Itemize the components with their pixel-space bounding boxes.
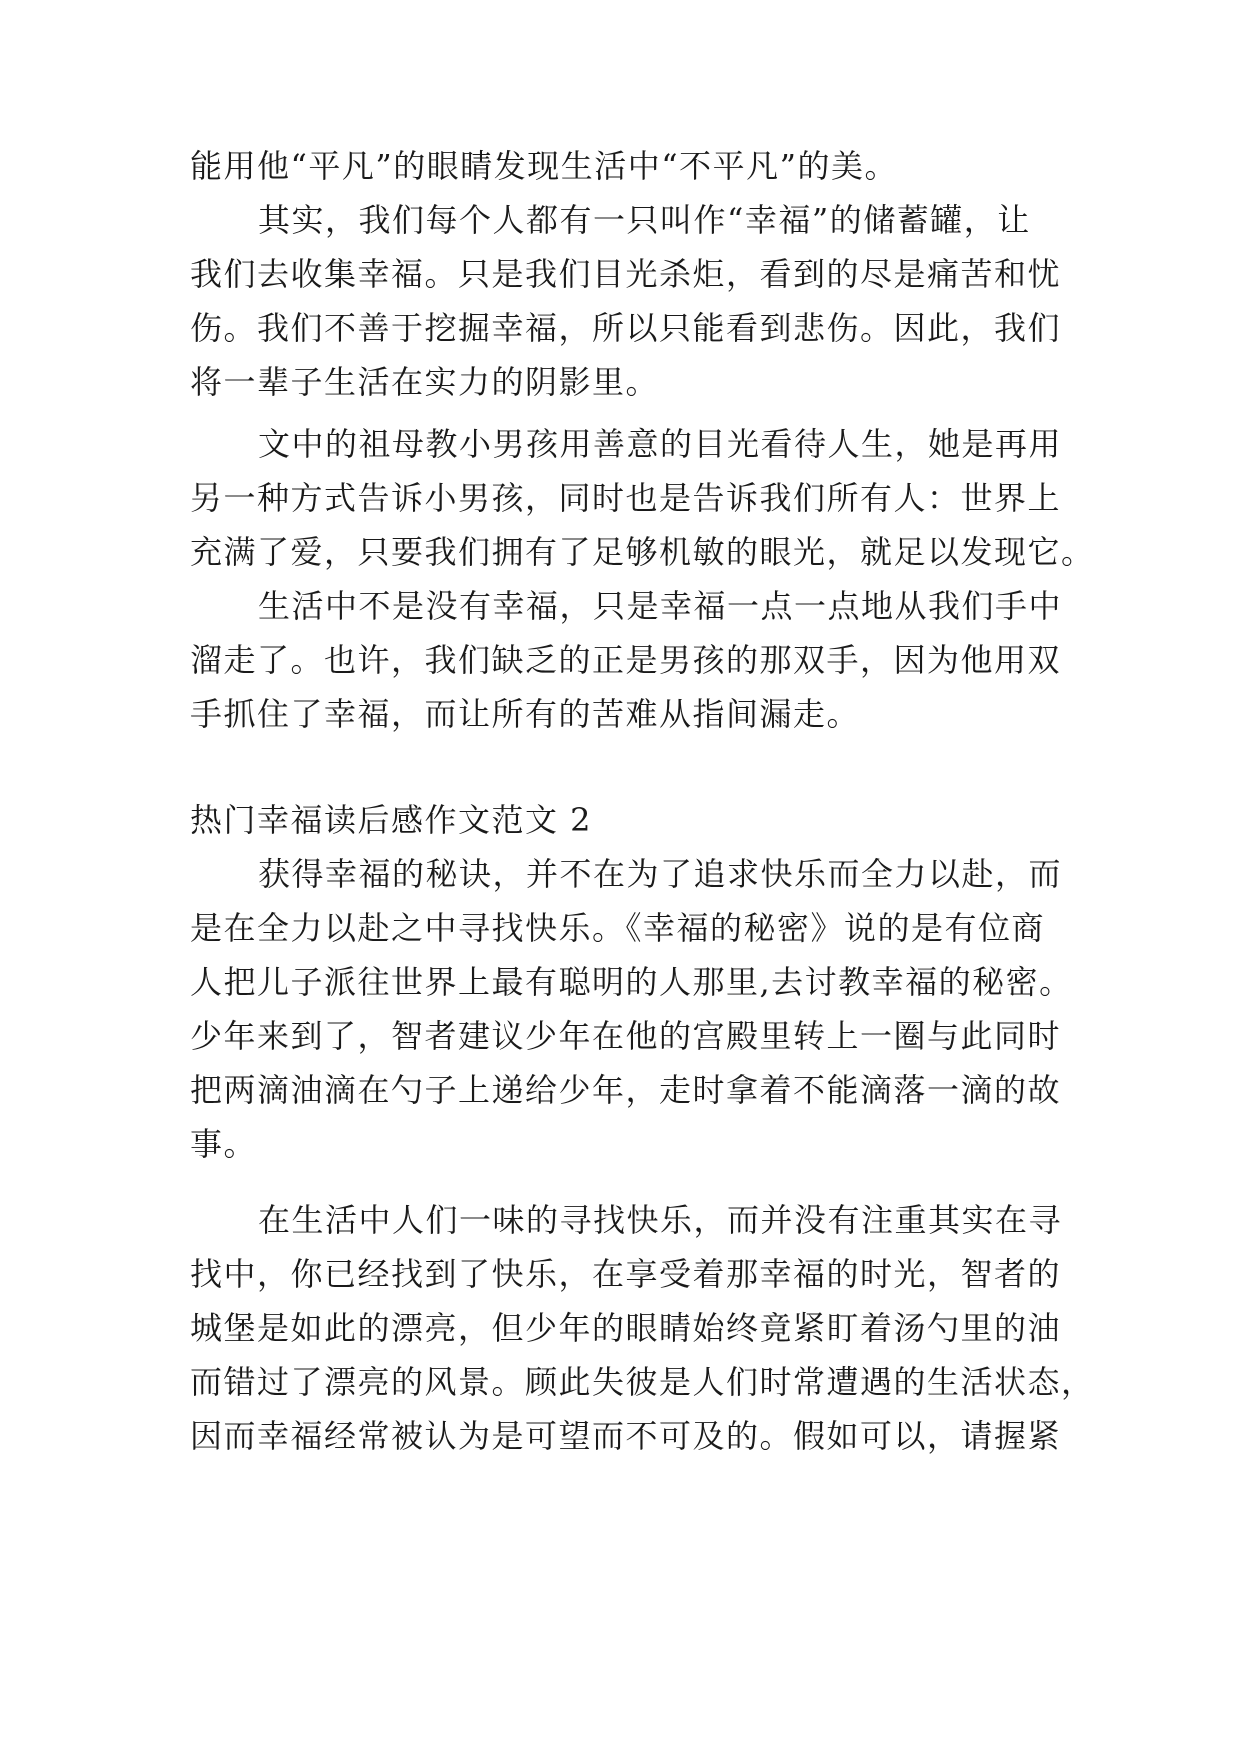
- text-line: 我们去收集幸福。只是我们目光杀炬，看到的尽是痛苦和忧: [190, 255, 1062, 293]
- text-line: 人把儿子派往世界上最有聪明的人那里,去讨教幸福的秘密。: [190, 963, 1073, 1001]
- text-line: 手抓住了幸福，而让所有的苦难从指间漏走。: [190, 695, 861, 733]
- text-line: 而错过了漂亮的风景。顾此失彼是人们时常遭遇的生活状态，: [190, 1363, 1095, 1401]
- text-line: 城堡是如此的漂亮，但少年的眼睛始终竟紧盯着汤勺里的油: [190, 1309, 1062, 1347]
- text-line: 是在全力以赴之中寻找快乐。《幸福的秘密》说的是有位商: [190, 909, 1046, 947]
- paragraph-start-line: 其实，我们每个人都有一只叫作“幸福”的储蓄罐，让: [258, 201, 1031, 239]
- text-line: 另一种方式告诉小男孩，同时也是告诉我们所有人：世界上: [190, 479, 1062, 517]
- text-line: 伤。我们不善于挖掘幸福，所以只能看到悲伤。因此，我们: [190, 309, 1062, 347]
- text-line: 把两滴油滴在勺子上递给少年，走时拿着不能滴落一滴的故: [190, 1071, 1062, 1109]
- section-heading: 热门幸福读后感作文范文 2: [190, 801, 593, 839]
- text-line: 将一辈子生活在实力的阴影里。: [190, 363, 660, 401]
- text-line: 因而幸福经常被认为是可望而不可及的。假如可以，请握紧: [190, 1417, 1062, 1455]
- paragraph-start-line: 生活中不是没有幸福，只是幸福一点一点地从我们手中: [258, 587, 1063, 625]
- paragraph-start-line: 文中的祖母教小男孩用善意的目光看待人生，她是再用: [258, 425, 1063, 463]
- text-line: 找中，你已经找到了快乐，在享受着那幸福的时光，智者的: [190, 1255, 1062, 1293]
- paragraph-start-line: 获得幸福的秘诀，并不在为了追求快乐而全力以赴，而: [258, 855, 1063, 893]
- text-line: 事。: [190, 1125, 258, 1163]
- text-line: 能用他“平凡”的眼睛发现生活中“不平凡”的美。: [190, 147, 898, 185]
- text-line: 充满了爱，只要我们拥有了足够机敏的眼光，就足以发现它。: [190, 533, 1095, 571]
- text-line: 少年来到了，智者建议少年在他的宫殿里转上一圈与此同时: [190, 1017, 1062, 1055]
- paragraph-start-line: 在生活中人们一味的寻找快乐，而并没有注重其实在寻: [258, 1201, 1063, 1239]
- text-line: 溜走了。也许，我们缺乏的正是男孩的那双手，因为他用双: [190, 641, 1062, 679]
